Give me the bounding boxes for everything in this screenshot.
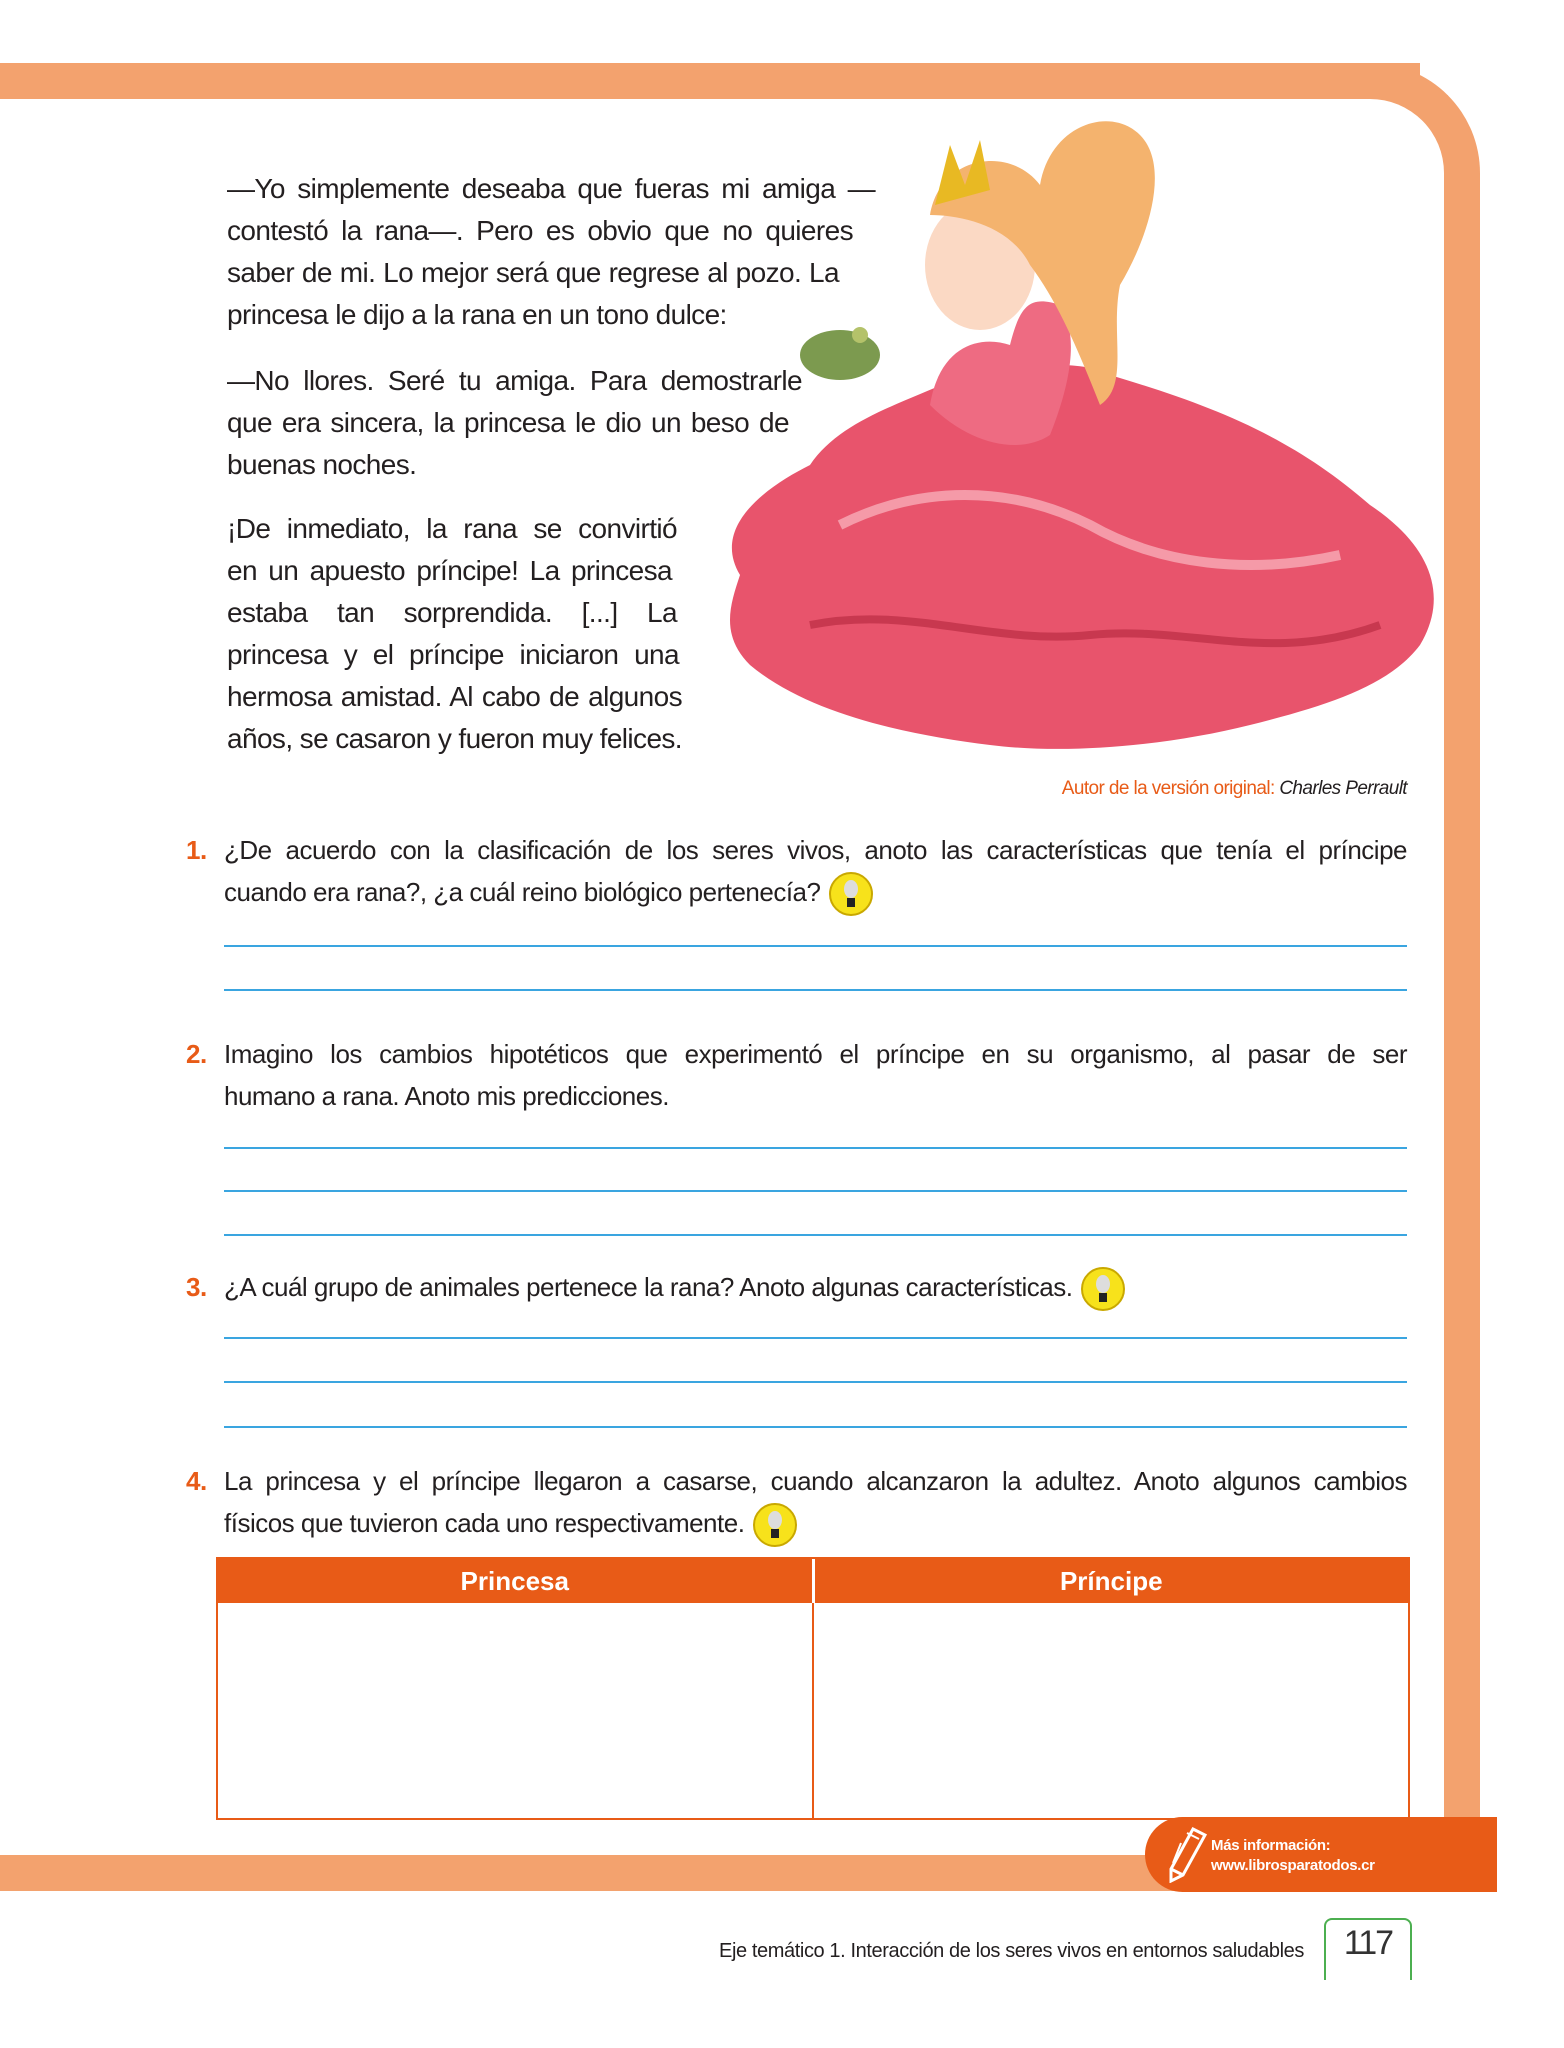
story-line: —No llores. Seré tu amiga. Para demostrarle — [227, 365, 802, 396]
story-paragraph-1 — [227, 168, 875, 336]
author-credit — [1062, 778, 1407, 800]
more-info-label: Más información: — [1211, 1837, 1331, 1854]
credit-author-name: Charles Perrault — [1279, 778, 1407, 799]
question-text: ¿De acuerdo con la clasificación de los seres vivos, anoto las características que tenía el príncipe — [224, 835, 1407, 865]
bottom-border-band — [0, 1855, 1200, 1891]
question-text: físicos que tuvieron cada uno respectivamente. — [224, 1508, 745, 1538]
question-2 — [186, 1033, 1407, 1117]
story-line: princesa le dijo a la rana en un tono dulce: — [227, 299, 727, 330]
answer-line[interactable] — [224, 1147, 1407, 1149]
question-number: 1. — [186, 835, 207, 865]
answer-line[interactable] — [224, 989, 1407, 991]
question-text: Imagino los cambios hipotéticos que experimentó el príncipe en su organismo, al pasar de ser — [224, 1039, 1407, 1069]
story-line: ¡De inmediato, la rana se convirtió — [227, 513, 677, 544]
story-line: en un apuesto príncipe! La princesa — [227, 555, 672, 586]
question-text-line — [224, 1502, 1407, 1548]
story-line: princesa y el príncipe iniciaron una — [227, 639, 679, 670]
question-text-line — [224, 871, 1407, 917]
story-line: buenas noches. — [227, 449, 417, 480]
header-princesa: Princesa — [218, 1559, 815, 1603]
table-row — [218, 1603, 1408, 1818]
question-number: 2. — [186, 1039, 207, 1069]
question-4 — [186, 1460, 1407, 1548]
story-paragraph-2 — [227, 360, 802, 486]
page-number: 117 — [1343, 1924, 1393, 1962]
header-principe: Príncipe — [1059, 1565, 1163, 1596]
cell-principe[interactable] — [814, 1603, 1408, 1818]
more-info-link[interactable]: www.librosparatodos.cr — [1211, 1857, 1375, 1874]
question-1 — [186, 829, 1407, 917]
question-number: 4. — [186, 1466, 207, 1496]
page-number-box — [1324, 1918, 1412, 1980]
cell-princesa[interactable] — [218, 1603, 814, 1818]
top-border-band — [0, 63, 1420, 99]
story-line: contestó la rana—. Pero es obvio que no quieres — [227, 215, 853, 246]
credit-label: Autor de la versión original: — [1061, 778, 1275, 799]
question-number: 3. — [186, 1272, 207, 1302]
pencil-icon — [1167, 1827, 1207, 1883]
answer-line[interactable] — [224, 1337, 1407, 1339]
question-text: La princesa y el príncipe llegaron a casarse, cuando alcanzaron la adultez. Anoto algunos cambios — [224, 1466, 1407, 1496]
answer-line[interactable] — [224, 1426, 1407, 1428]
question-text: humano a rana. Anoto mis predicciones. — [224, 1081, 669, 1111]
lightbulb-icon[interactable] — [1080, 1266, 1126, 1312]
story-line: hermosa amistad. Al cabo de algunos — [227, 681, 682, 712]
more-info-tab — [1145, 1817, 1497, 1892]
lightbulb-icon[interactable] — [752, 1502, 798, 1548]
footer-section-title: Eje temático 1. Interacción de los seres vivos en entornos saludables — [719, 1940, 1304, 1962]
story-line: —Yo simplemente deseaba que fueras mi amiga — — [227, 173, 875, 204]
changes-table — [216, 1557, 1410, 1820]
answer-line[interactable] — [224, 1381, 1407, 1383]
story-line: estaba tan sorprendida. [...] La — [227, 597, 677, 628]
answer-line[interactable] — [224, 1234, 1407, 1236]
question-3 — [186, 1266, 1407, 1312]
story-line: saber de mi. Lo mejor será que regrese al pozo. La — [227, 257, 839, 288]
question-text-line — [224, 1266, 1407, 1312]
story-paragraph-3 — [227, 508, 682, 760]
answer-line[interactable] — [224, 945, 1407, 947]
question-text: ¿A cuál grupo de animales pertenece la rana? Anoto algunas características. — [224, 1272, 1073, 1302]
lightbulb-icon[interactable] — [828, 871, 874, 917]
story-line: que era sincera, la princesa le dio un beso de — [227, 407, 789, 438]
question-text: cuando era rana?, ¿a cuál reino biológico pertenecía? — [224, 877, 821, 907]
story-line: años, se casaron y fueron muy felices. — [227, 723, 682, 754]
table-header — [218, 1559, 1408, 1603]
answer-line[interactable] — [224, 1190, 1407, 1192]
